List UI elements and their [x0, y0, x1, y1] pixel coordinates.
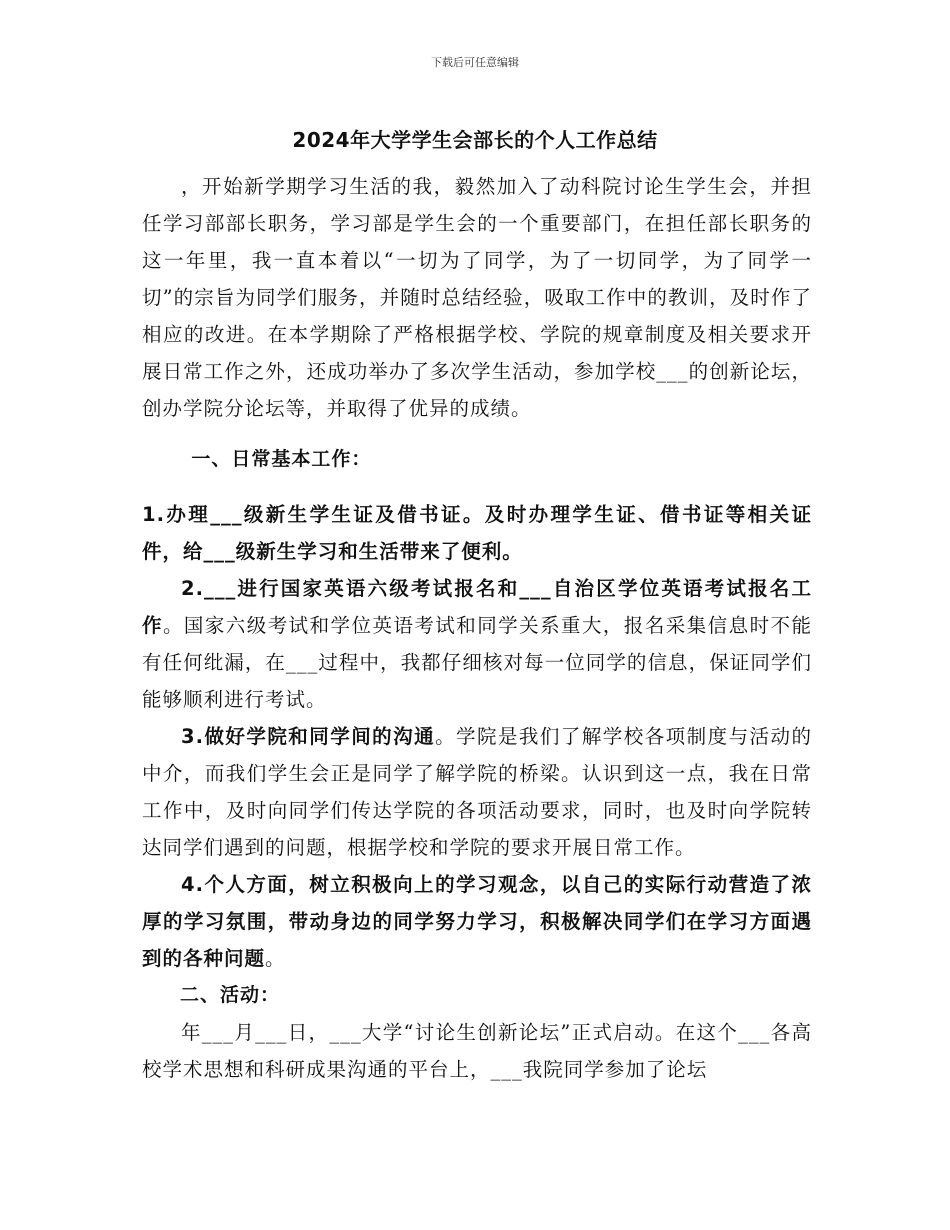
- item-4-heading: 4.个人方面，树立积极向上的学习观念，以自己的实际行动营造了浓厚的学习氛围，带动身边的同学努力学习，积极解决同学们在学习方面遇到的各种问题: [142, 873, 812, 970]
- activity-paragraph: 年___月___日，___大学“讨论生创新论坛”正式启动。在这个___各高校学术思想和科研成果沟通的平台上，___我院同学参加了论坛: [142, 1021, 812, 1081]
- section-heading-daily-work: 一、日常基本工作：: [191, 448, 372, 470]
- item-3: [142, 718, 812, 866]
- item-2: [142, 570, 812, 718]
- item-3-text: 。学院是我们了解学校各项制度与活动的中介，而我们学生会正是同学了解学院的桥梁。认识到这一点，我在日常工作中，及时向同学们传达学院的各项活动要求，同时，也及时向学院转达同学们遇到的问题，根据学校和学院的要求开展日常工作。: [142, 725, 812, 859]
- document-title: 2024年大学学生会部长的个人工作总结: [292, 128, 658, 152]
- header-note: 下载后可任意编辑: [431, 56, 519, 69]
- intro-paragraph: ，开始新学期学习生活的我，毅然加入了动科院讨论生学生会，并担任学习部部长职务，学习部是学生会的一个重要部门，在担任部长职务的这一年里，我一直本着以“一切为了同学，为了一切同学，为了同学一切”的宗旨为同学们服务，并随时总结经验，吸取工作中的教训，及时作了相应的改进。在本学期除了严格根据学校、学院的规章制度及相关要求开展日常工作之外，还成功举办了多次学生活动，参加学校___的创新论坛，创办学院分论坛等，并取得了优异的成绩。: [142, 175, 812, 420]
- item-3-heading: 3.做好学院和同学间的沟通: [181, 725, 436, 748]
- document-body: [142, 168, 812, 1088]
- item-4: [142, 866, 812, 977]
- section-heading-activities: 二、活动：: [180, 984, 281, 1006]
- item-1: 1.办理___级新生学生证及借书证。及时办理学生证、借书证等相关证件，给___级新生学习和生活带来了便利。: [142, 503, 812, 563]
- item-2-text: 。国家六级考试和学位英语考试和同学关系重大，报名采集信息时不能有任何纰漏，在___过程中，我都仔细核对每一位同学的信息，保证同学们能够顺利进行考试。: [142, 614, 812, 711]
- item-2-heading: 2.___进行国家英语六级考试报名和___自治区学位英语考试报名工作: [142, 577, 812, 637]
- item-4-text: 。: [265, 947, 286, 970]
